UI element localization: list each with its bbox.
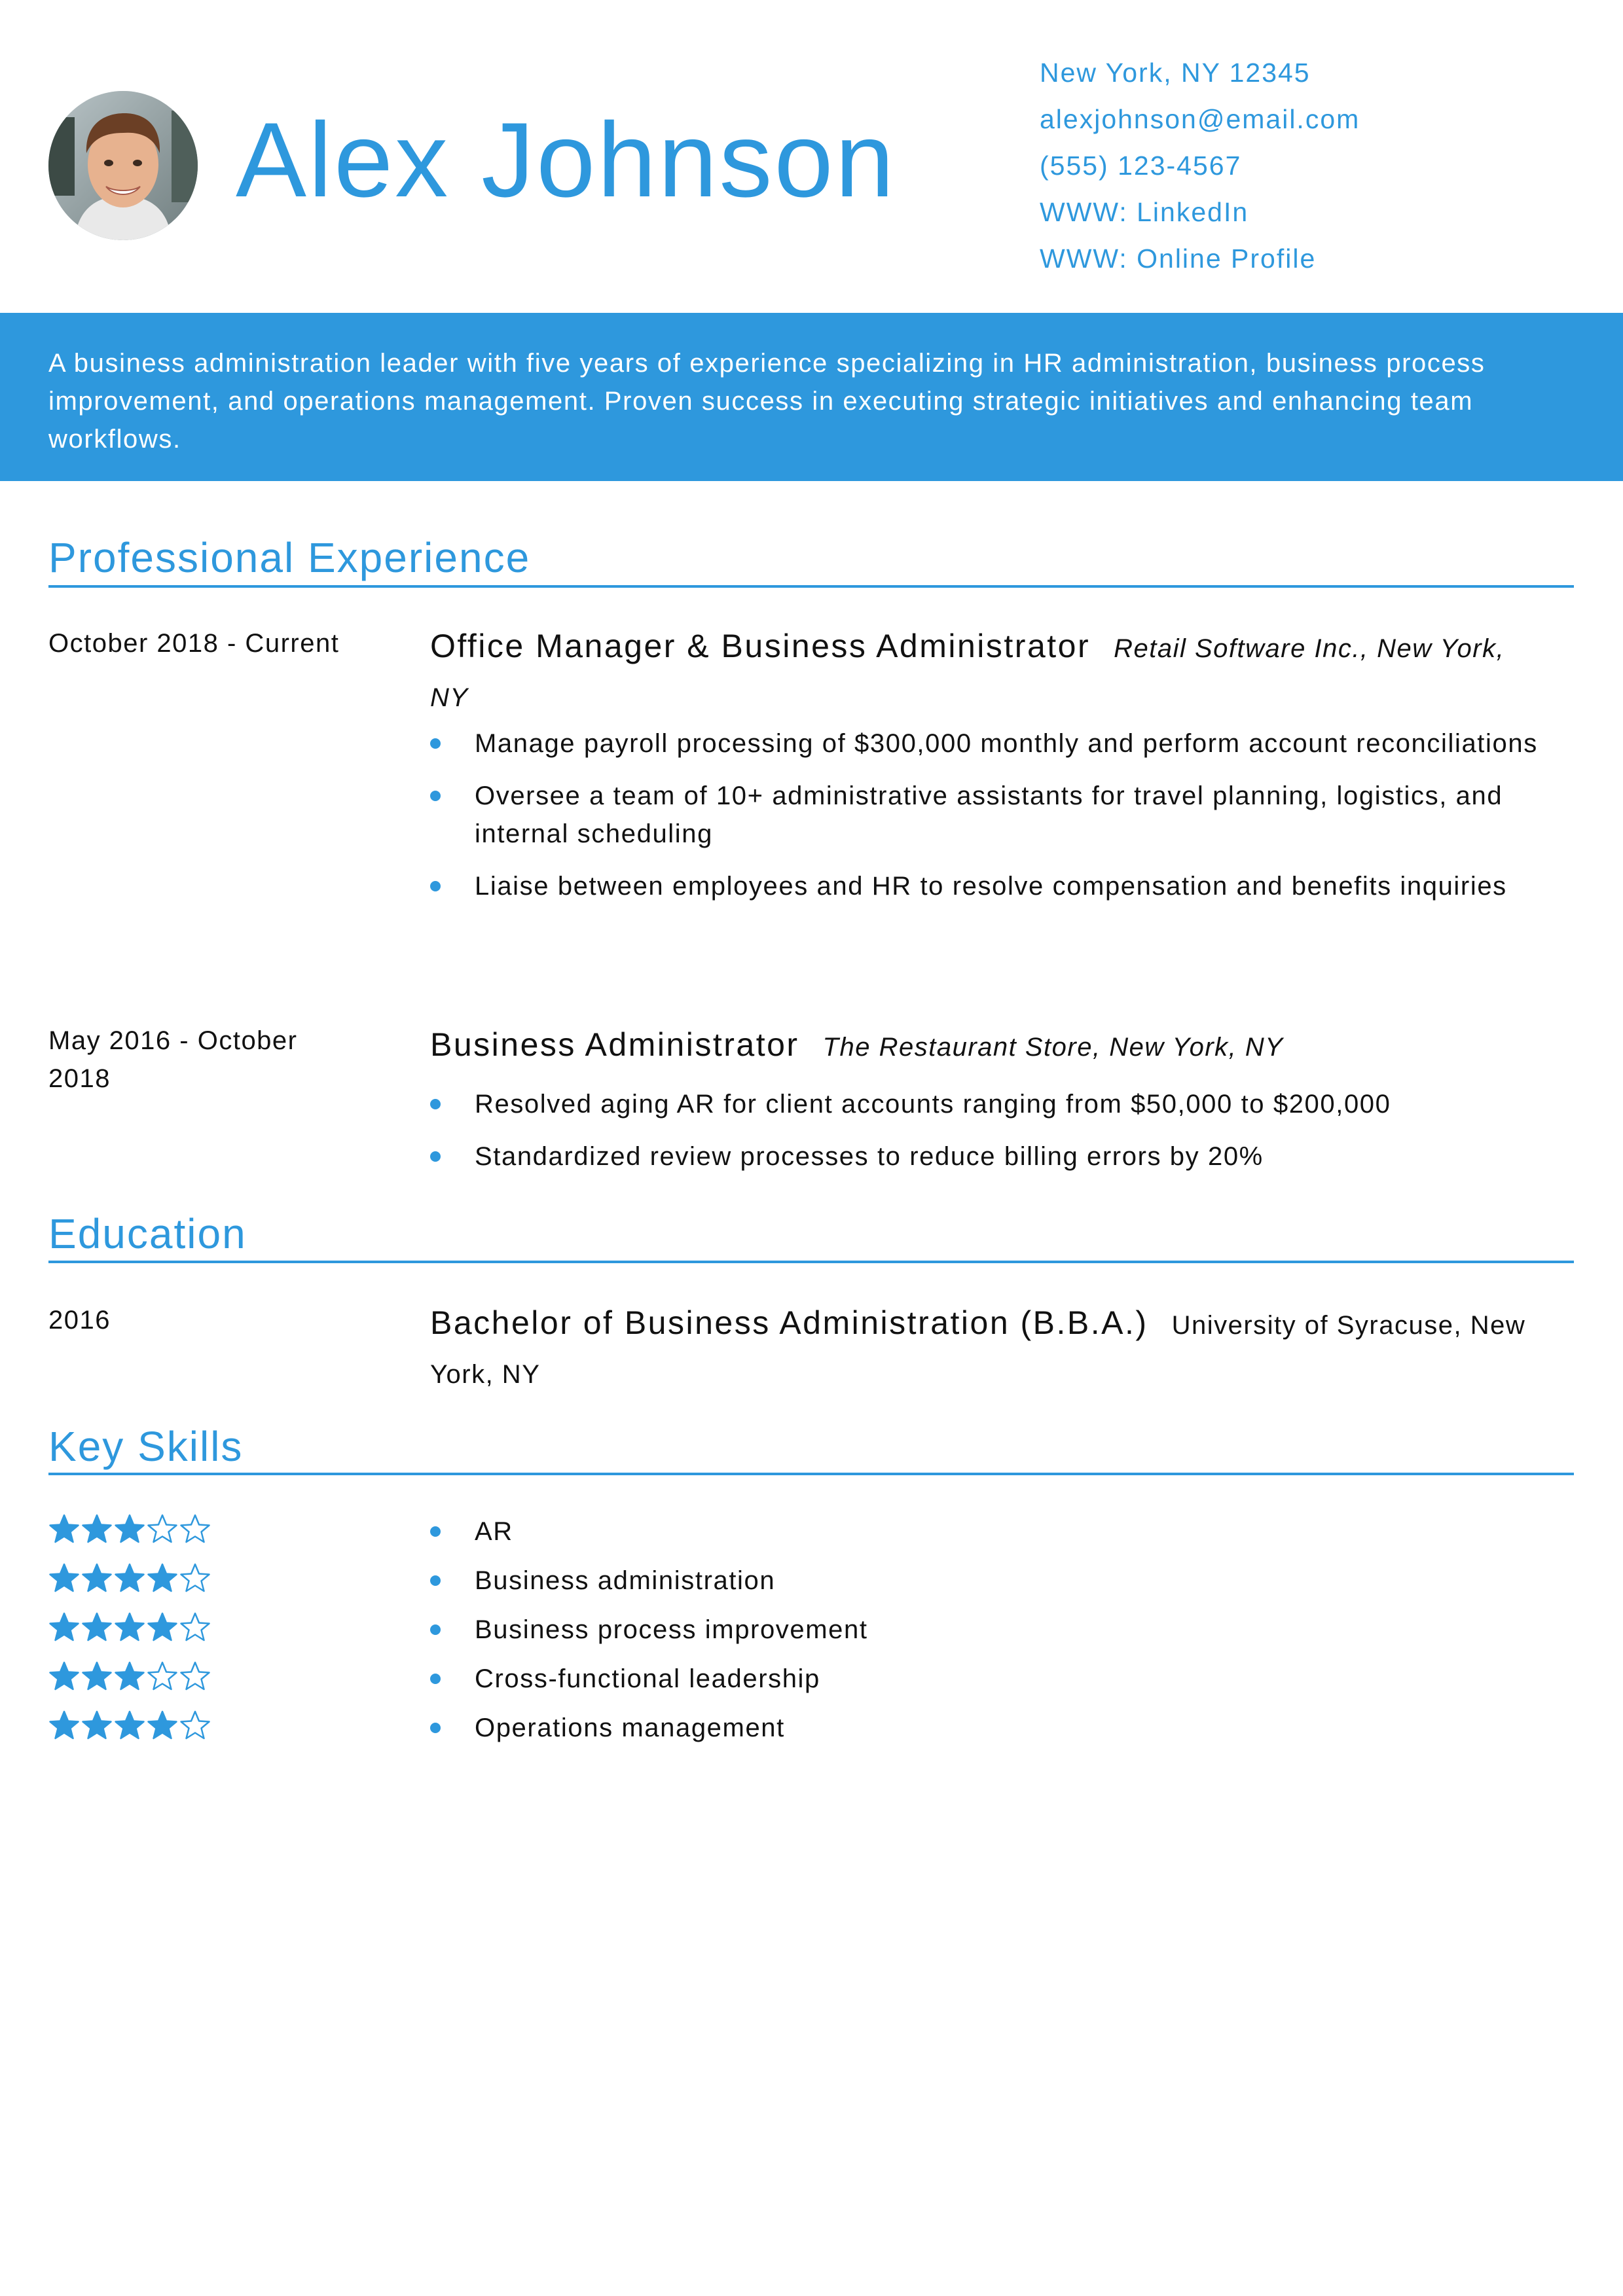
job-1-dates: October 2018 - Current	[48, 629, 340, 658]
summary-band	[0, 313, 1623, 481]
education-year: 2016	[48, 1306, 111, 1335]
skill-name: Business process improvement	[475, 1615, 868, 1644]
star-empty-icon	[179, 1660, 211, 1692]
star-filled-icon	[48, 1562, 80, 1594]
experience-divider	[48, 585, 1574, 588]
contact-phone: (555) 123-4567	[1040, 151, 1242, 181]
star-filled-icon	[48, 1660, 80, 1692]
education-heading: Education	[48, 1210, 247, 1257]
bullet-dot-icon	[430, 1526, 441, 1537]
star-filled-icon	[48, 1710, 80, 1741]
star-empty-icon	[179, 1710, 211, 1741]
contact-block	[1040, 50, 1577, 282]
job-1-header	[430, 624, 1543, 725]
contact-profile-link[interactable]: WWW: Online Profile	[1040, 243, 1317, 274]
star-empty-icon	[179, 1513, 211, 1545]
education-degree: Bachelor of Business Administration (B.B.A.)	[430, 1304, 1148, 1341]
star-filled-icon	[114, 1562, 145, 1594]
bullet-dot-icon	[430, 1674, 441, 1684]
bullet-dot-icon	[430, 881, 441, 891]
experience-heading: Professional Experience	[48, 534, 531, 581]
star-filled-icon	[81, 1562, 113, 1594]
job-2-org: The Restaurant Store, New York, NY	[822, 1033, 1284, 1062]
star-filled-icon	[147, 1611, 178, 1643]
bullet-dot-icon	[430, 1723, 441, 1733]
skill-name: AR	[475, 1517, 513, 1546]
skills-heading: Key Skills	[48, 1423, 244, 1470]
star-filled-icon	[147, 1562, 178, 1594]
profile-photo-image	[48, 91, 198, 240]
star-filled-icon	[81, 1513, 113, 1545]
star-filled-icon	[81, 1660, 113, 1692]
list-item	[430, 1562, 1543, 1600]
contact-linkedin-link[interactable]: WWW: LinkedIn	[1040, 197, 1249, 227]
profile-photo	[48, 91, 198, 240]
list-item	[430, 1138, 1576, 1175]
education-entry	[430, 1301, 1556, 1402]
job-1-bullet-2: Oversee a team of 10+ administrative assistants for travel planning, logistics, and internal scheduling	[475, 781, 1503, 848]
list-item	[430, 867, 1576, 905]
job-2-bullet-2: Standardized review processes to reduce billing errors by 20%	[475, 1142, 1264, 1171]
skill-name: Cross-functional leadership	[475, 1664, 820, 1693]
star-filled-icon	[114, 1660, 145, 1692]
bullet-dot-icon	[430, 1151, 441, 1162]
bullet-dot-icon	[430, 1624, 441, 1635]
bullet-dot-icon	[430, 1099, 441, 1109]
star-empty-icon	[179, 1611, 211, 1643]
education-school: University of Syracuse, New York, NY	[430, 1311, 1526, 1389]
star-empty-icon	[147, 1660, 178, 1692]
education-divider	[48, 1261, 1574, 1263]
star-filled-icon	[114, 1513, 145, 1545]
star-empty-icon	[179, 1562, 211, 1594]
star-filled-icon	[147, 1710, 178, 1741]
contact-location: New York, NY 12345	[1040, 58, 1311, 88]
skill-name: Business administration	[475, 1566, 776, 1595]
skill-name: Operations management	[475, 1713, 785, 1742]
contact-email-link[interactable]: alexjohnson@email.com	[1040, 104, 1360, 134]
skill-rating-row	[48, 1651, 211, 1700]
star-filled-icon	[48, 1611, 80, 1643]
star-empty-icon	[147, 1513, 178, 1545]
list-item	[430, 777, 1576, 853]
skill-rating-row	[48, 1504, 211, 1553]
job-1-org: Retail Software Inc., New York, NY	[430, 634, 1505, 712]
star-filled-icon	[81, 1611, 113, 1643]
list-item	[430, 1660, 1543, 1698]
list-item	[430, 1709, 1543, 1747]
bullet-dot-icon	[430, 791, 441, 801]
star-filled-icon	[48, 1513, 80, 1545]
job-1-title: Office Manager & Business Administrator	[430, 628, 1091, 664]
job-2-title: Business Administrator	[430, 1026, 799, 1063]
summary-text: A business administration leader with five years of experience specializing in HR administration, business process improvement, and operations management. Proven success in executing strategic initiatives and enhancing team workflows.	[48, 349, 1486, 454]
list-item	[430, 1513, 1543, 1551]
job-1-bullet-1: Manage payroll processing of $300,000 monthly and perform account reconciliations	[475, 729, 1538, 758]
list-item	[430, 725, 1576, 762]
job-1-bullets	[430, 725, 1576, 920]
skill-rating-row	[48, 1700, 211, 1749]
star-filled-icon	[81, 1710, 113, 1741]
job-2-bullets	[430, 1085, 1576, 1190]
star-filled-icon	[114, 1710, 145, 1741]
skills-divider	[48, 1473, 1574, 1475]
job-2-header	[430, 1023, 1543, 1075]
bullet-dot-icon	[430, 1575, 441, 1586]
list-item	[430, 1611, 1543, 1649]
skill-rating-row	[48, 1602, 211, 1651]
bullet-dot-icon	[430, 738, 441, 749]
skill-rating-row	[48, 1553, 211, 1602]
job-2-bullet-1: Resolved aging AR for client accounts ranging from $50,000 to $200,000	[475, 1090, 1391, 1119]
skills-list	[430, 1513, 1543, 1758]
star-filled-icon	[114, 1611, 145, 1643]
candidate-name: Alex Johnson	[236, 101, 896, 219]
skill-ratings	[48, 1504, 211, 1749]
list-item	[430, 1085, 1576, 1123]
job-2-dates: May 2016 - October 2018	[48, 1026, 298, 1093]
job-1-bullet-3: Liaise between employees and HR to resolve compensation and benefits inquiries	[475, 872, 1507, 901]
